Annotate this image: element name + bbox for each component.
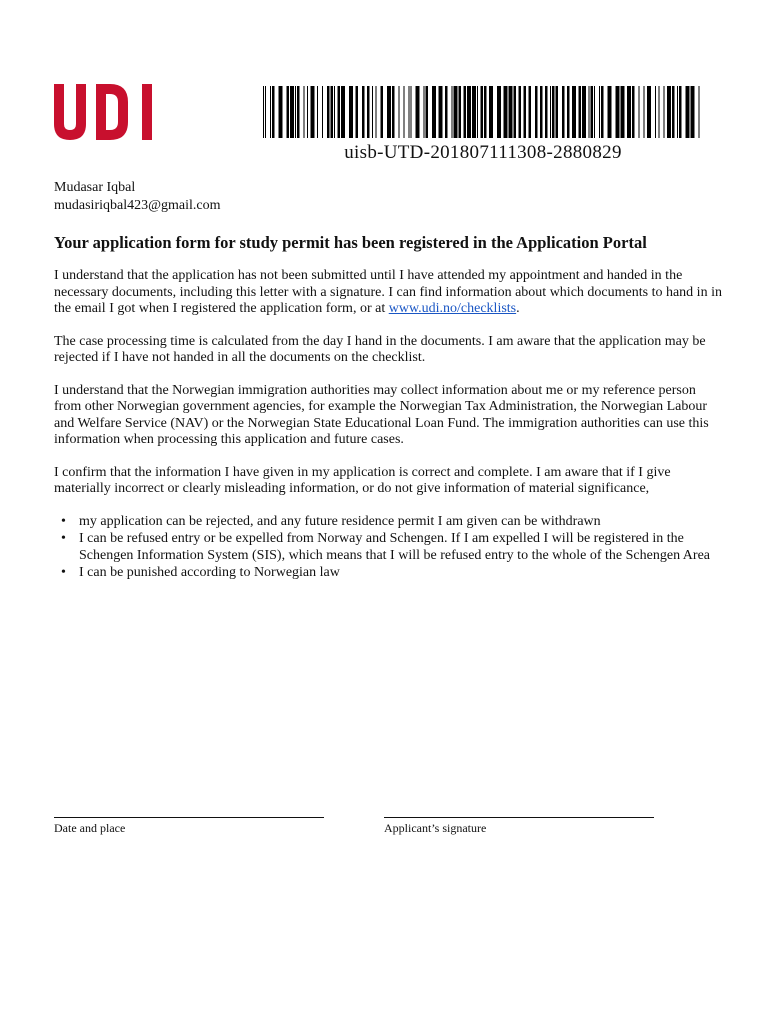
list-item: [54, 514, 724, 531]
paragraph-processing-time: The case processing time is calculated from the day I hand in the documents. I am aware that the application may be rejected if I have not handed in all the documents on the checklist.: [54, 333, 706, 365]
checklists-link[interactable]: www.udi.no/checklists: [388, 301, 517, 316]
udi-logo: [54, 84, 156, 140]
paragraph-documents: [54, 268, 724, 318]
applicant-signature-label: Applicant’s signature: [384, 821, 487, 835]
paragraph-information-collection: I understand that the Norwegian immigration authorities may collect information about me or my reference person from other Norwegian government agencies, for example the Norwegian Tax Administration, the Norwegian Labour and Welfare Service (NAV) or the Norwegian State Educational Loan Fund. The immigration authorities can use this information when processing this application and future cases.: [54, 382, 709, 447]
date-place-label: Date and place: [54, 821, 126, 835]
applicant-name: Mudasar Iqbal: [54, 180, 136, 195]
paragraph-documents-end: .: [516, 301, 520, 316]
paragraph-confirmation: I confirm that the information I have given in my application is correct and complete. I am aware that if I give materially incorrect or clearly misleading information, or do not give information of material significance,: [54, 464, 671, 496]
list-item-text: my application can be rejected, and any future residence permit I am given can be withdrawn: [79, 513, 601, 529]
date-place-field: [54, 803, 324, 836]
list-item: [54, 565, 724, 582]
bullet-icon: •: [61, 513, 66, 529]
signature-line: [54, 803, 324, 818]
consequences-list: [54, 514, 724, 582]
document-body: [54, 268, 724, 583]
paragraph-documents-text: I understand that the application has not been submitted until I have attended my appointment and handed in the necessary documents, including this letter with a signature. I can find information about which documents to hand in in the email I got when I registered the application form, or at: [54, 268, 722, 316]
bullet-icon: •: [61, 565, 66, 580]
list-item-text: I can be punished according to Norwegian law: [79, 565, 340, 580]
document-title: Your application form for study permit has been registered in the Application Portal: [54, 233, 647, 252]
applicant-info: [54, 179, 220, 215]
list-item: [54, 531, 724, 564]
applicant-signature-field: [384, 803, 654, 836]
barcode-number: uisb-UTD-201807111308-2880829: [344, 142, 622, 163]
bullet-icon: •: [61, 531, 66, 546]
signature-line: [384, 803, 654, 818]
barcode: [263, 86, 703, 138]
applicant-email: mudasiriqbal423@gmail.com: [54, 198, 221, 213]
list-item-text: I can be refused entry or be expelled from Norway and Schengen. If I am expelled I will be registered in the Schengen Information System (SIS), which means that I will be refused entry to the whole of the Schengen Area: [79, 531, 711, 563]
